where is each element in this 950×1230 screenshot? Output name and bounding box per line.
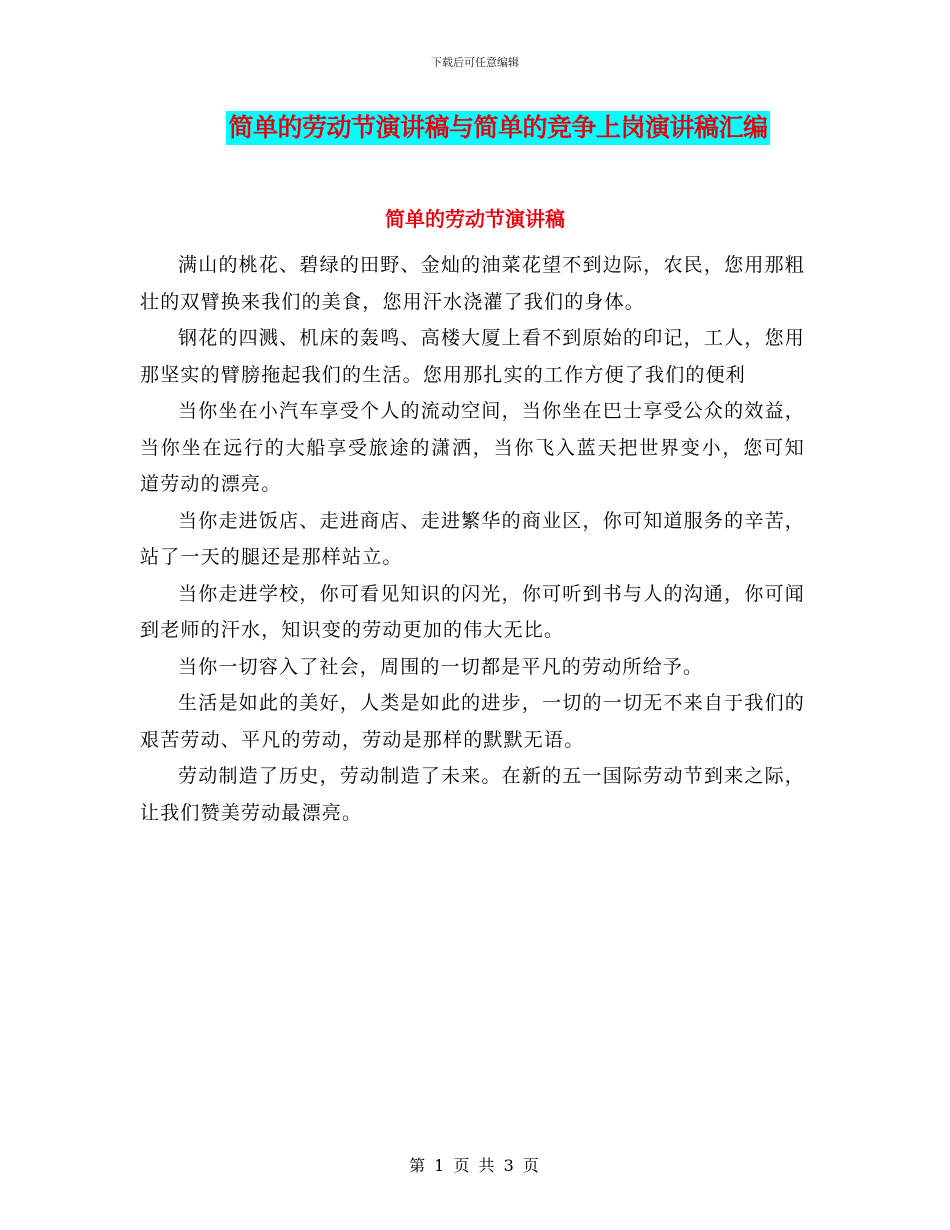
paragraph: 当你一切容入了社会，周围的一切都是平凡的劳动所给予。 (178, 655, 704, 678)
paragraph: 劳动制造了历史，劳动制造了未来。在新的五一国际劳动节到来之际，让我们赞美劳动最漂亮。 (140, 765, 805, 824)
section-title: 简单的劳动节演讲稿 (385, 207, 565, 231)
paragraph: 当你走进学校，你可看见知识的闪光，你可听到书与人的沟通，你可闻到老师的汗水，知识变的劳动更加的伟大无比。 (140, 582, 805, 641)
paragraph: 满山的桃花、碧绿的田野、金灿的油菜花望不到边际，农民，您用那粗壮的双臂换来我们的美食，您用汗水浇灌了我们的身体。 (140, 254, 805, 313)
page-footer: 第 1 页 共 3 页 (409, 1156, 541, 1175)
paragraph: 当你坐在小汽车享受个人的流动空间，当你坐在巴士享受公众的效益，当你坐在远行的大船享受旅途的潇洒，当你飞入蓝天把世界变小，您可知道劳动的漂亮。 (140, 400, 805, 495)
paragraph: 钢花的四溅、机床的轰鸣、高楼大厦上看不到原始的印记，工人，您用那坚实的臂膀拖起我们的生活。您用那扎实的工作方便了我们的便利 (140, 327, 805, 386)
main-title-container (0, 111, 950, 145)
header-note: 下载后可任意编辑 (431, 56, 519, 69)
paragraph: 生活是如此的美好，人类是如此的进步，一切的一切无不来自于我们的艰苦劳动、平凡的劳动，劳动是那样的默默无语。 (140, 692, 805, 751)
main-title: 简单的劳动节演讲稿与简单的竞争上岗演讲稿汇编 (226, 111, 769, 145)
paragraph: 当你走进饭店、走进商店、走进繁华的商业区，你可知道服务的辛苦，站了一天的腿还是那样站立。 (140, 509, 805, 568)
document-body (140, 247, 805, 831)
